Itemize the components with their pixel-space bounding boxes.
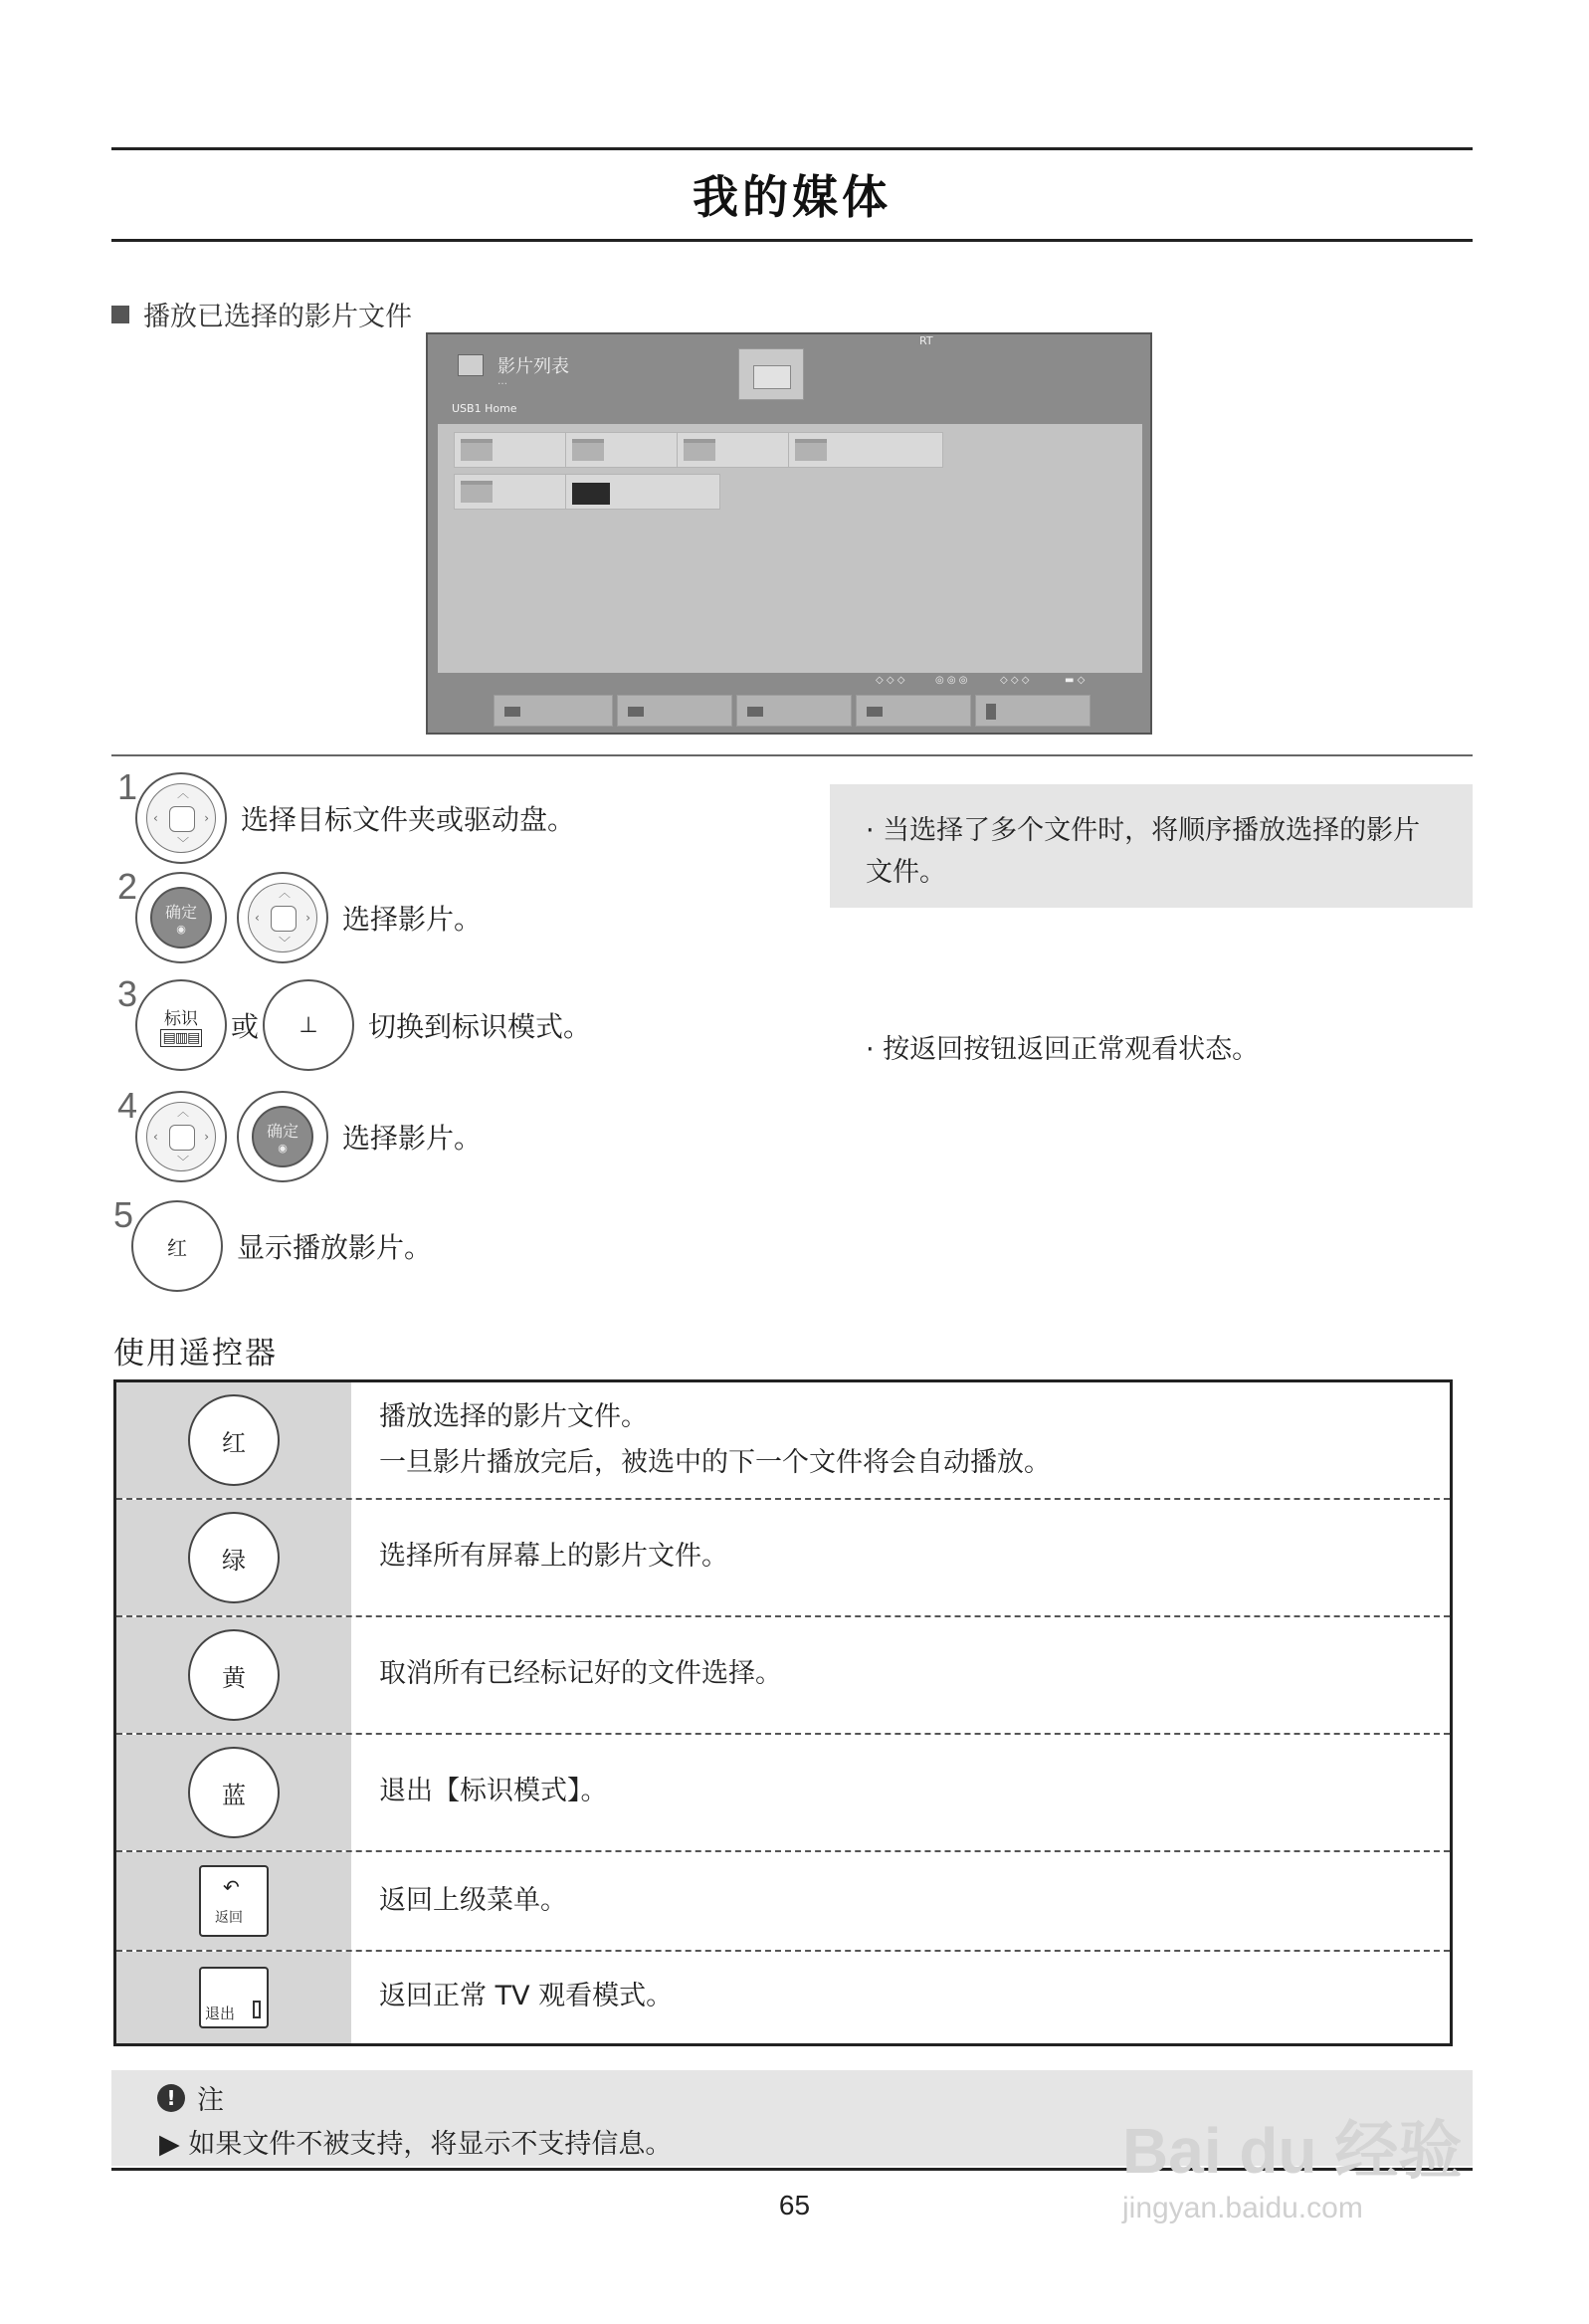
red-button[interactable] (188, 1394, 280, 1486)
remote-btn-cell (116, 1852, 351, 1950)
remote-row-text: 选择所有屏幕上的影片文件。 (379, 1541, 728, 1572)
exit-icon (986, 704, 996, 720)
dpad-icon (146, 1102, 216, 1171)
step-number: 5 (113, 1194, 134, 1235)
dpad-center-icon (271, 906, 297, 932)
ok-button[interactable] (237, 1091, 328, 1182)
exit-button[interactable] (199, 1967, 269, 2028)
mark-key-icon: ▤▥▤ (160, 1029, 203, 1047)
arrow-right-icon: › (204, 1130, 209, 1144)
tv-hint: ◎ ◎ ◎ (935, 675, 968, 686)
square-bullet-icon (111, 306, 129, 323)
remote-row-yellow (116, 1617, 1450, 1735)
mark-label: 标识 (164, 1008, 198, 1029)
exit-label: 退出 (205, 2005, 236, 2022)
step-text: 选择影片。 (342, 903, 483, 936)
exclamation-icon: ! (157, 2084, 185, 2112)
tv-video-tile[interactable] (565, 474, 720, 510)
watermark-brand: Bai du 经验 (1122, 2115, 1463, 2187)
ok-label: 确定 (164, 903, 197, 922)
step-5 (131, 1200, 432, 1292)
tv-folder-tile[interactable] (788, 432, 943, 468)
remote-row-back (116, 1852, 1450, 1952)
step-4 (135, 1091, 482, 1182)
back-arrow-icon: ↶ (223, 1875, 240, 1899)
step-number: 3 (117, 973, 138, 1014)
page-number: 65 (778, 2190, 811, 2220)
remote-row-line: 一旦影片播放完后，被选中的下一个文件将会自动播放。 (379, 1447, 1051, 1478)
note-title (157, 2078, 224, 2117)
swatch-icon (867, 707, 883, 717)
note-text: ▶ 如果文件不被支持，将显示不支持信息。 (159, 2129, 673, 2160)
tv-exit-button[interactable] (975, 695, 1091, 727)
dpad-button[interactable] (135, 772, 227, 864)
red-button[interactable] (131, 1200, 223, 1292)
remote-table (113, 1379, 1453, 2046)
ok-key-icon (252, 1106, 313, 1167)
remote-btn-cell (116, 1952, 351, 2043)
folder-icon (461, 481, 493, 503)
ok-dot-icon: ◉ (278, 1142, 288, 1155)
note-box: · 当选择了多个文件时，将顺序播放选择的影片文件。 (830, 784, 1473, 908)
folder-icon (572, 439, 604, 461)
tv-yellow-button[interactable] (736, 695, 852, 727)
title-underline (111, 239, 1473, 242)
back-label: 返回 (215, 1910, 243, 1926)
ok-button[interactable] (135, 872, 227, 963)
remote-row-green (116, 1500, 1450, 1617)
remote-row-text: 返回上级菜单。 (379, 1885, 567, 1916)
remote-row-line: 播放选择的影片文件。 (379, 1401, 648, 1432)
remote-btn-cell (116, 1735, 351, 1850)
mark-alt-icon: ⊥ (298, 1012, 318, 1038)
video-thumbnail (572, 483, 610, 505)
remote-row-text: 退出【标识模式】。 (379, 1776, 608, 1806)
remote-row-text: 取消所有已经标记好的文件选择。 (379, 1658, 782, 1689)
arrow-down-icon: ﹀ (177, 1155, 190, 1168)
remote-row-text (379, 1394, 1051, 1486)
btn-label: 红 (222, 1428, 246, 1457)
back-button[interactable] (199, 1865, 269, 1937)
tv-screenshot (426, 332, 1152, 735)
ok-dot-icon: ◉ (176, 923, 186, 936)
dpad-icon (248, 883, 317, 952)
tv-menu-title: 影片列表 (497, 356, 569, 377)
green-button[interactable] (188, 1512, 280, 1603)
tv-button-bar (494, 695, 1092, 727)
mark-button[interactable] (135, 979, 227, 1071)
watermark-url: jingyan.baidu.com (1122, 2192, 1363, 2224)
step-text: 显示播放影片。 (237, 1231, 433, 1264)
step-number: 1 (117, 766, 138, 807)
step-1 (135, 772, 575, 864)
arrow-down-icon: ﹀ (177, 836, 190, 850)
btn-label: 绿 (222, 1546, 246, 1575)
arrow-up-icon: ︿ (279, 886, 292, 900)
swatch-icon (747, 707, 763, 717)
folder-icon (684, 439, 715, 461)
step-text: 切换到标识模式。 (368, 1010, 592, 1043)
remote-row-blue (116, 1735, 1450, 1852)
remote-row-text: 返回正常 TV 观看模式。 (379, 1981, 674, 2011)
btn-label: 蓝 (222, 1781, 246, 1809)
ok-label: 确定 (266, 1122, 298, 1141)
folder-icon (795, 439, 827, 461)
section-divider (111, 754, 1473, 756)
tv-rec-label: RT (919, 334, 933, 347)
or-text: 或 (231, 1010, 260, 1043)
red-label: 红 (167, 1235, 187, 1260)
folder-preview-icon (738, 348, 804, 400)
note-title-text: 注 (197, 2085, 224, 2116)
arrow-down-icon: ﹀ (279, 936, 292, 950)
swatch-icon (628, 707, 644, 717)
arrow-left-icon: ‹ (153, 1130, 158, 1144)
step-text: 选择影片。 (342, 1122, 483, 1155)
dpad-button[interactable] (135, 1091, 227, 1182)
tv-green-button[interactable] (617, 695, 732, 727)
arrow-right-icon: › (305, 911, 310, 925)
arrow-up-icon: ︿ (177, 1105, 190, 1119)
btn-label: 黄 (222, 1663, 246, 1692)
step-number: 4 (117, 1085, 138, 1126)
blue-button[interactable] (188, 1747, 280, 1838)
arrow-left-icon: ‹ (153, 811, 158, 825)
dpad-button[interactable] (237, 872, 328, 963)
tv-blue-button[interactable] (856, 695, 971, 727)
remote-btn-cell (116, 1382, 351, 1498)
tv-file-panel (438, 424, 1142, 673)
tv-menu-subtitle: … (497, 376, 507, 387)
top-rule (111, 147, 1473, 150)
remote-row-red (116, 1382, 1450, 1500)
section-heading (111, 295, 412, 333)
tv-path: USB1 Home (452, 402, 517, 415)
step-2 (135, 872, 482, 963)
remote-btn-cell (116, 1617, 351, 1733)
folder-icon (461, 439, 493, 461)
note-back: · 按返回按钮返回正常观看状态。 (866, 1034, 1260, 1065)
page-title: 我的媒体 (693, 170, 892, 224)
arrow-right-icon: › (204, 811, 209, 825)
camera-icon (458, 354, 484, 376)
remote-heading: 使用遥控器 (113, 1336, 278, 1372)
mark-alt-button[interactable] (263, 979, 354, 1071)
remote-row-exit (116, 1952, 1450, 2043)
exit-door-icon (253, 2001, 261, 2018)
remote-btn-cell (116, 1500, 351, 1615)
yellow-button[interactable] (188, 1629, 280, 1721)
tv-hint: ◇ ◇ ◇ (876, 675, 905, 686)
dpad-center-icon (169, 1125, 195, 1151)
arrow-up-icon: ︿ (177, 786, 190, 800)
section-heading-text: 播放已选择的影片文件 (143, 302, 412, 332)
tv-hint: ▬ ◇ (1065, 675, 1086, 686)
dpad-center-icon (169, 806, 195, 832)
ok-key-icon (150, 887, 212, 949)
swatch-icon (504, 707, 520, 717)
tv-red-button[interactable] (494, 695, 613, 727)
tv-hint: ◇ ◇ ◇ (1000, 675, 1030, 686)
dpad-icon (146, 783, 216, 853)
step-number: 2 (117, 866, 138, 907)
step-text: 选择目标文件夹或驱动盘。 (241, 803, 576, 836)
arrow-left-icon: ‹ (255, 911, 260, 925)
step-3 (135, 979, 591, 1071)
